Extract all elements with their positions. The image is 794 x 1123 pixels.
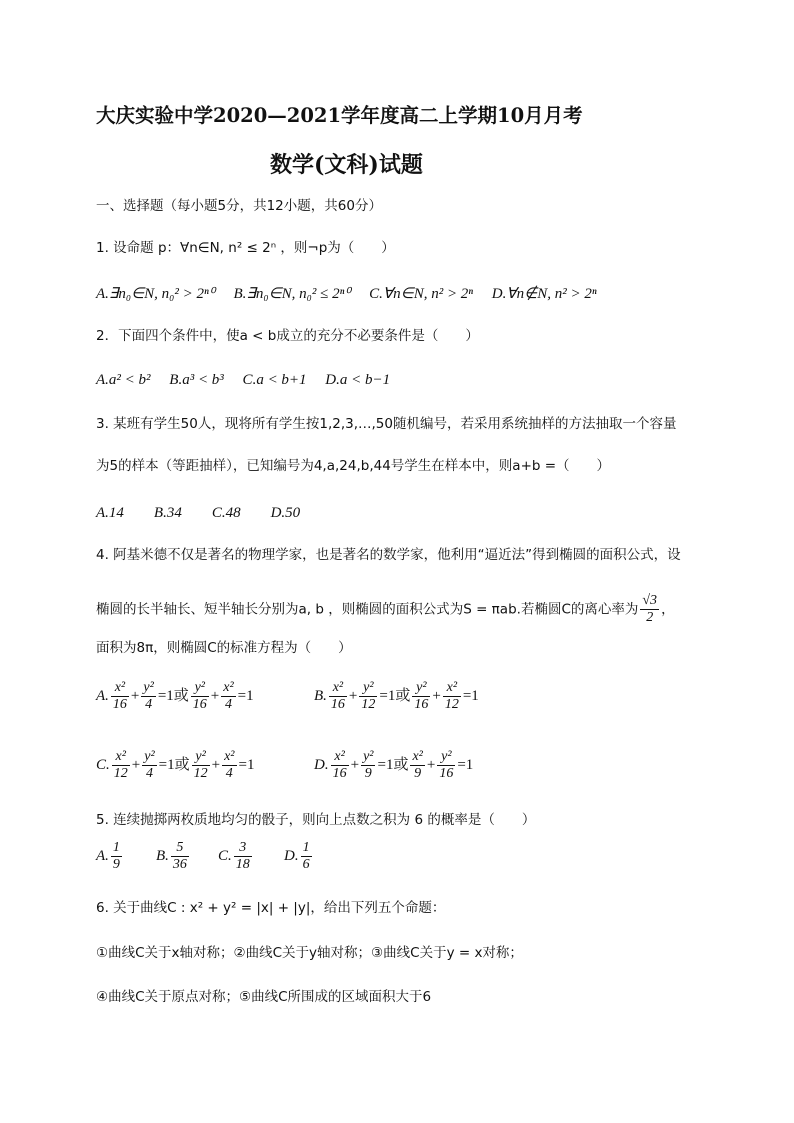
plus-sign: +	[426, 756, 436, 773]
q3-stem-line2: 为5的样本（等距抽样），已知编号为4,a,24,b,44号学生在样本中，则a+b =（ ）	[96, 458, 611, 474]
denominator: 12	[113, 766, 128, 781]
fraction	[191, 680, 209, 713]
exam-title: 大庆实验中学2020—2021学年度高二上学期10月月考	[96, 104, 583, 127]
eccentricity-fraction	[640, 593, 659, 626]
denominator: 18	[235, 857, 250, 872]
option-label: C.	[96, 756, 110, 773]
denominator: 4	[224, 697, 232, 712]
fraction	[171, 840, 189, 873]
numerator: y²	[359, 680, 377, 697]
option-label: A.	[96, 687, 109, 704]
numerator: x²	[224, 749, 235, 764]
numerator: y²	[437, 749, 455, 766]
denominator: 4	[145, 766, 153, 781]
q6-line2: ①曲线C关于x轴对称；②曲线C关于y轴对称；③曲线C关于y = x对称；	[96, 945, 523, 961]
q4-stem-line2-tail: ，	[661, 601, 675, 618]
fraction	[221, 680, 235, 713]
q4-stem-line2-text: 椭圆的长半轴长、短半轴长分别为a, b ，则椭圆的面积公式为S = πab.若椭圆C的离心率为	[96, 601, 639, 618]
eccentricity-denominator: 2	[646, 610, 654, 625]
numerator: x²	[223, 680, 234, 695]
numerator: 1	[302, 840, 310, 855]
numerator: x²	[331, 749, 349, 766]
fraction	[111, 680, 129, 713]
option-label: A.	[96, 847, 109, 864]
denominator: 9	[414, 766, 422, 781]
denominator: 16	[414, 697, 429, 712]
option-label: C.	[218, 847, 232, 864]
numerator: y²	[191, 680, 209, 697]
q5-option-a	[96, 840, 124, 873]
numerator: y²	[144, 749, 155, 764]
fraction	[410, 749, 424, 782]
numerator: 5	[171, 840, 189, 857]
numerator: y²	[192, 749, 210, 766]
equals-one: =1	[237, 687, 254, 704]
numerator: x²	[112, 749, 130, 766]
exam-subtitle: 数学(文科)试题	[270, 152, 423, 178]
denominator: 16	[330, 697, 345, 712]
fraction	[412, 680, 430, 713]
denominator: 4	[145, 697, 153, 712]
fraction	[142, 749, 156, 782]
numerator: y²	[363, 749, 374, 764]
denominator: 12	[361, 697, 376, 712]
denominator: 9	[112, 857, 120, 872]
fraction	[192, 749, 210, 782]
fraction	[359, 680, 377, 713]
equals-one: =1	[238, 756, 255, 773]
q2-stem: 2．下面四个条件中，使a < b成立的充分不必要条件是（ ）	[96, 328, 479, 344]
q4-option-b	[314, 680, 479, 713]
fraction	[437, 749, 455, 782]
denominator: 16	[439, 766, 454, 781]
fraction	[112, 749, 130, 782]
denominator: 16	[332, 766, 347, 781]
q1-stem: 1. 设命题 p：∀n∈N, n² ≤ 2ⁿ ，则¬p为（ ）	[96, 240, 395, 256]
numerator: 3	[234, 840, 252, 857]
q5-option-c	[218, 840, 254, 873]
q6-stem: 6. 关于曲线C : x² + y² = |x| + |y|，给出下列五个命题：	[96, 900, 446, 916]
plus-sign: +	[131, 756, 141, 773]
plus-sign: +	[432, 687, 441, 704]
denominator: 6	[302, 857, 310, 872]
equals-or: =1或	[158, 756, 190, 773]
q4-stem-line2	[96, 593, 675, 626]
plus-sign: +	[350, 756, 360, 773]
option-label: B.	[156, 847, 169, 864]
equals-or: =1或	[379, 687, 411, 704]
denominator: 9	[364, 766, 372, 781]
denominator: 12	[193, 766, 208, 781]
q2-options: A.a² < b² B.a³ < b³ C.a < b+1 D.a < b−1	[96, 372, 391, 388]
denominator: 12	[444, 697, 459, 712]
fraction	[361, 749, 375, 782]
q1-options: A.∃n₀∈N, n₀² > 2ⁿ⁰ B.∃n₀∈N, n₀² ≤ 2ⁿ⁰ C.∀n∈N, n² > 2ⁿ D.∀n∉N, n² > 2ⁿ	[96, 286, 597, 302]
q3-options: A.14 B.34 C.48 D.50	[96, 505, 301, 521]
q5-option-b	[156, 840, 191, 873]
eccentricity-numerator: √3	[642, 593, 658, 608]
fraction	[301, 840, 312, 873]
equals-or: =1或	[377, 756, 409, 773]
plus-sign: +	[348, 687, 358, 704]
fraction	[329, 680, 347, 713]
numerator: x²	[329, 680, 347, 697]
section-heading: 一、选择题（每小题5分，共12小题，共60分）	[96, 198, 382, 214]
numerator: y²	[143, 680, 154, 695]
numerator: y²	[412, 680, 430, 697]
numerator: 1	[112, 840, 120, 855]
numerator: x²	[443, 680, 461, 697]
equals-or: =1或	[157, 687, 189, 704]
equals-one: =1	[457, 756, 474, 773]
q5-option-d	[284, 840, 314, 873]
q4-option-a	[96, 680, 254, 713]
option-label: B.	[314, 687, 327, 704]
plus-sign: +	[210, 687, 220, 704]
numerator: x²	[111, 680, 129, 697]
q5-stem: 5. 连续抛掷两枚质地均匀的骰子，则向上点数之积为 6 的概率是（ ）	[96, 812, 536, 828]
numerator: x²	[412, 749, 423, 764]
denominator: 36	[172, 857, 187, 872]
fraction	[234, 840, 252, 873]
denominator: 16	[192, 697, 207, 712]
fraction	[443, 680, 461, 713]
plus-sign: +	[130, 687, 140, 704]
fraction	[111, 840, 122, 873]
q4-stem-line3: 面积为8π，则椭圆C的标准方程为（ ）	[96, 640, 352, 656]
denominator: 4	[225, 766, 233, 781]
plus-sign: +	[211, 756, 221, 773]
q6-line3: ④曲线C关于原点对称；⑤曲线C所围成的区域面积大于6	[96, 989, 432, 1005]
fraction	[141, 680, 155, 713]
q4-stem-line1: 4. 阿基米德不仅是著名的物理学家，也是著名的数学家，他利用“逼近法”得到椭圆的面积公式，设	[96, 547, 681, 563]
option-label: D.	[284, 847, 299, 864]
equals-one: =1	[462, 687, 479, 704]
fraction	[222, 749, 236, 782]
q3-stem-line1: 3. 某班有学生50人，现将所有学生按1,2,3,…,50随机编号，若采用系统抽样的方法抽取一个容量	[96, 416, 677, 432]
fraction	[331, 749, 349, 782]
q4-option-c	[96, 749, 254, 782]
denominator: 16	[112, 697, 127, 712]
option-label: D.	[314, 756, 329, 773]
q4-option-d	[314, 749, 473, 782]
